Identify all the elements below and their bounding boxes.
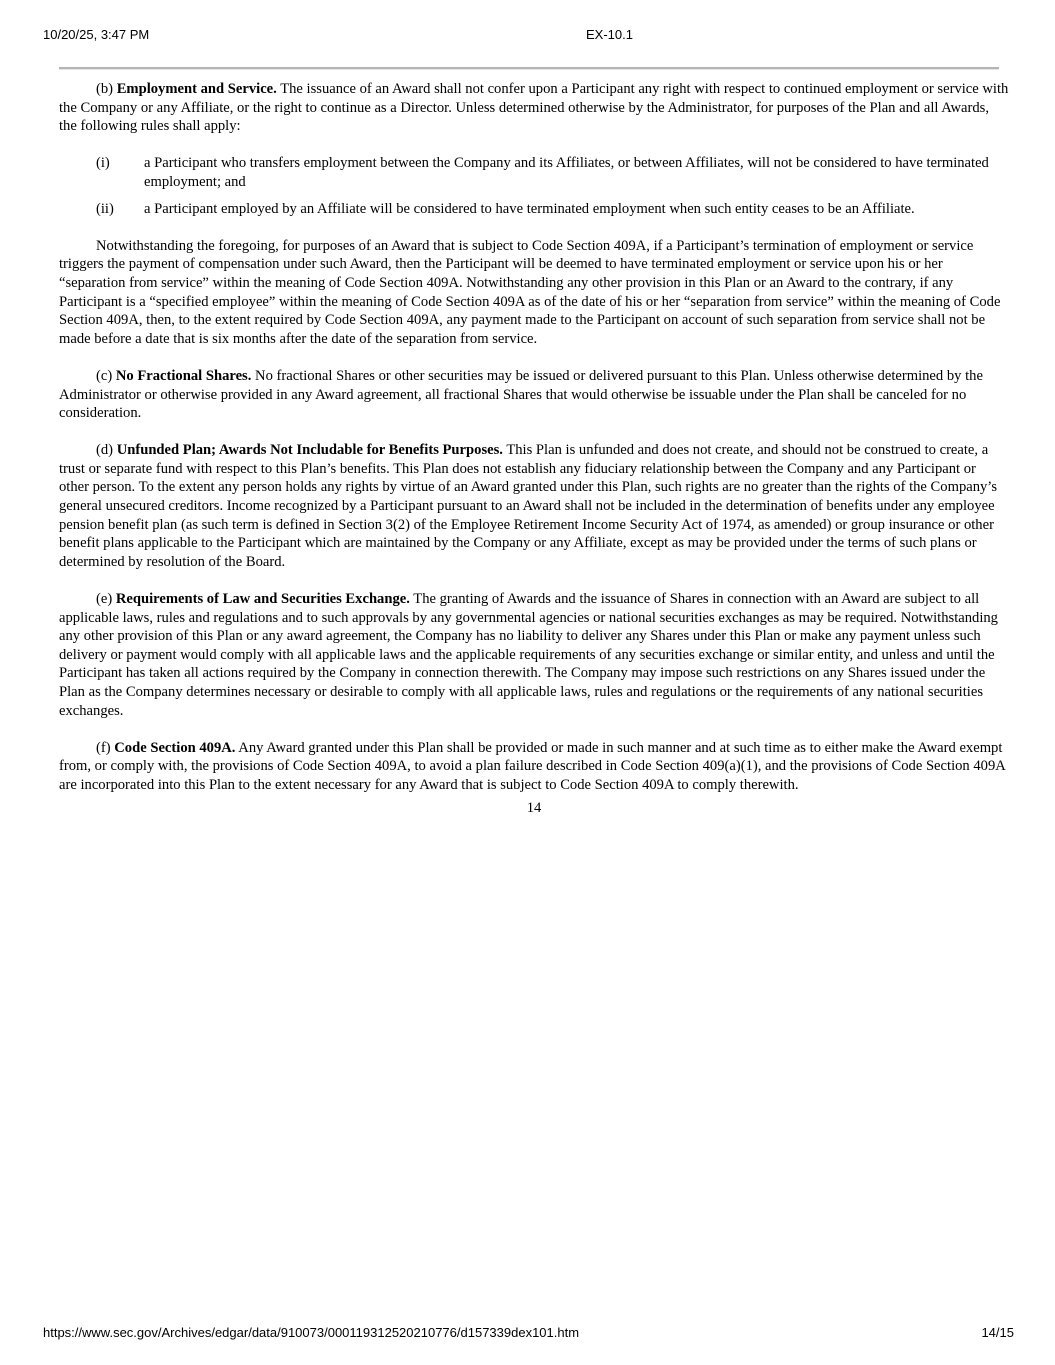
- document-title: EX-10.1: [586, 27, 633, 42]
- list-item-text: a Participant employed by an Affiliate will be considered to have terminated employment when such entity ceases to be an Affiliate.: [144, 200, 915, 217]
- section-b-heading: Employment and Service.: [116, 81, 277, 97]
- list-item-number: (i): [96, 155, 110, 172]
- section-f-paragraph: [59, 739, 1009, 795]
- page-count: 14/15: [981, 1325, 1014, 1340]
- header-divider: [59, 67, 999, 70]
- list-item: [59, 200, 1009, 219]
- section-d-label: (d): [96, 442, 114, 459]
- section-c-heading: No Fractional Shares.: [115, 367, 252, 384]
- section-c-paragraph: [59, 367, 1009, 423]
- section-e-heading: Requirements of Law and Securities Exchange.: [115, 591, 410, 608]
- print-footer: [0, 1325, 1055, 1343]
- section-f-heading: Code Section 409A.: [114, 739, 236, 756]
- list-item-text: a Participant who transfers employment between the Company and its Affiliates, or between Affiliates, will not be considered to have terminated employment; and: [144, 155, 989, 190]
- print-datetime: 10/20/25, 3:47 PM: [43, 27, 150, 42]
- section-c-text: No fractional Shares or other securities may be issued or delivered pursuant to this Plan. Unless otherwise determined by the Administrator or otherwise provided in any Award agreement, all fractional Shares that would otherwise be issuable under the Plan shall be canceled for no consideration.: [59, 367, 983, 422]
- source-url: https://www.sec.gov/Archives/edgar/data/910073/000119312520210776/d157339dex101.htm: [43, 1325, 580, 1340]
- section-f-label: (f): [96, 739, 111, 756]
- section-b-text: The issuance of an Award shall not confer upon a Participant any right with respect to continued employment or service with the Company or any Affiliate, or the right to continue as a Director. Unless determined otherwise by the Administrator, for purposes of the Plan and all Awards, the following rules shall apply:: [59, 81, 1009, 135]
- section-b-paragraph: [59, 80, 1009, 136]
- page-number: 14: [526, 799, 542, 816]
- notwithstanding-paragraph: Notwithstanding the foregoing, for purposes of an Award that is subject to Code Section 409A, if a Participant’s termination of employment or service triggers the payment of compensation under such Award, then the Participant will be deemed to have terminated employment or service upon his or her “separation from service” within the meaning of Code Section 409A. Notwithstanding any other provision in this Plan or an Award to the contrary, if any Participant is a “specified employee” within the meaning of Code Section 409A as of the date of his or her “separation from service” within the meaning of Code Section 409A, then, to the extent required by Code Section 409A, any payment made to the Participant on account of such separation from service shall not be made before a date that is six months after the date of the separation from service.: [59, 237, 1001, 347]
- list-item-number: (ii): [96, 200, 114, 217]
- section-d-heading: Unfunded Plan; Awards Not Includable for Benefits Purposes.: [116, 442, 503, 459]
- section-f-text: Any Award granted under this Plan shall be provided or made in such manner and at such time as to either make the Award exempt from, or comply with, the provisions of Code Section 409A, to avoid a plan failure described in Code Section 409(a)(1), and the provisions of Code Section 409A are incorporated into this Plan to the extent necessary for any Award that is subject to Code Section 409A to comply therewith.: [59, 739, 1005, 793]
- list-item: [59, 154, 1009, 191]
- section-b-label: (b): [96, 81, 114, 97]
- section-d-text: This Plan is unfunded and does not create, and should not be construed to create, a trust or separate fund with respect to this Plan’s benefits. This Plan does not establish any fiduciary relationship between the Company and any Participant or other person. To the extent any person holds any rights by virtue of an Award granted under this Plan, such rights are no greater than the rights of the Company’s general unsecured creditors. Income recognized by a Participant pursuant to an Award shall not be included in the determination of benefits under any employee pension benefit plan (as such term is defined in Section 3(2) of the Employee Retirement Income Security Act of 1974, as amended) or group insurance or other benefit plans applicable to the Participant which are maintained by the Company or any Affiliate, except as may be provided under the terms of such plans or determined by resolution of the Board.: [59, 442, 998, 570]
- section-c-label: (c): [96, 367, 113, 384]
- section-e-text: The granting of Awards and the issuance of Shares in connection with an Award are subject to all applicable laws, rules and regulations and to such approvals by any governmental agencies or national securities exchanges as may be required. Notwithstanding any other provision of this Plan or any award agreement, the Company has no liability to deliver any Shares under this Plan or make any payment unless such delivery or payment would comply with all applicable laws and the applicable requirements of any securities exchange or similar entity, and unless and until the Participant has taken all actions required by the Company in connection therewith. The Company may impose such restrictions on any Shares issued under the Plan as the Company determines necessary or desirable to comply with all applicable laws, rules and regulations or the requirements of any national securities exchanges.: [59, 591, 998, 719]
- section-e-label: (e): [96, 591, 113, 608]
- section-d-paragraph: [59, 441, 1009, 571]
- print-header: [0, 27, 1055, 45]
- section-e-paragraph: [59, 590, 1009, 720]
- document-body: [59, 80, 1009, 817]
